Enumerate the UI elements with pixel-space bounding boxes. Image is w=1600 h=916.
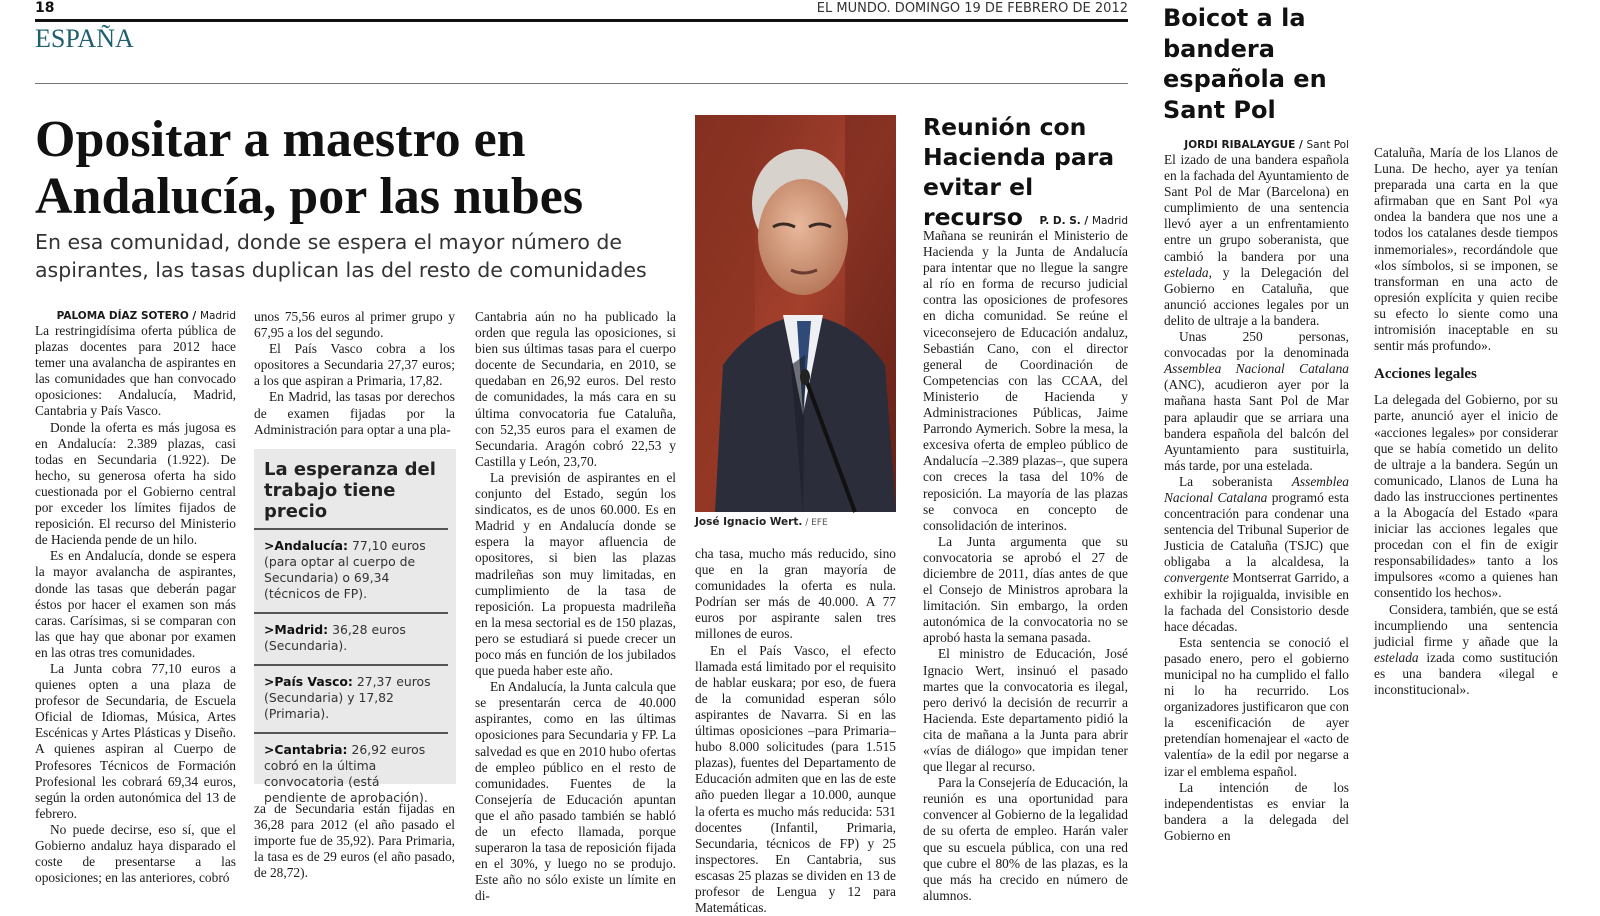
main-column-1 xyxy=(35,309,236,884)
photo-wert xyxy=(695,115,896,512)
paragraph: Unas 250 personas, convocadas por la denominada Assemblea Nacional Catalana (ANC), acudieron ayer por la mañana hasta Sant Pol de Mar para aplaudir que se arriara una bandera española del balcón del Ayuntamiento para sustituirla, más tarde, por una estelada. xyxy=(1164,329,1349,473)
paragraph: La Junta argumenta que su convocatoria se aprobó el 27 de diciembre de 2011, días antes de que el Consejo de Ministros aprobara la limitación. Sin embargo, la orden autonómica de la convocatoria no se aprobó hasta la semana pasada. xyxy=(923,533,1128,646)
section-rule xyxy=(35,83,1128,84)
main-byline: PALOMA DÍAZ SOTERO / Madrid xyxy=(56,310,236,322)
photo-caption: José Ignacio Wert. / EFE xyxy=(695,516,828,528)
paragraph: El izado de una bandera española en la fachada del Ayuntamiento de Sant Pol de Mar (Barcelona) en cumplimiento de una sentencia llevó ayer a un enfrentamiento entre un grupo soberanista, que cambió la bandera por una estelada, y la Delegación del Gobierno en Cataluña, que anunció acciones legales por un delito de ultraje a la bandera. xyxy=(1164,152,1349,328)
paragraph: En Madrid, las tasas por derechos de examen fijadas por la Administración para optar a una pla- xyxy=(254,389,455,437)
paragraph: La Junta cobra 77,10 euros a quienes opten a una plaza de profesor de Secundaria, de Escuela Oficial de Idiomas, Música, Artes Escénicas y Artes Plásticas y Diseño. A quienes aspiran al Cuerpo de Profesores Técnicos de Formación Profesional les cobrará 69,34 euros, según la orden autonómica del 13 de febrero. xyxy=(35,660,236,821)
publication-line: EL MUNDO. DOMINGO 19 DE FEBRERO DE 2012 xyxy=(816,1,1128,16)
paragraph: La restringidísima oferta pública de plazas docentes para 2012 hace temer una avalancha de aspirantes en las comunidades que han convocado oposiciones: Andalucía, Madrid, Cantabria y País Vasco. xyxy=(35,323,236,419)
main-column-4 xyxy=(695,546,896,916)
main-column-3 xyxy=(475,309,676,904)
section-label: ESPAÑA xyxy=(35,24,134,53)
fees-box xyxy=(254,449,456,805)
subheading: Acciones legales xyxy=(1374,366,1477,383)
paragraph: Cataluña, María de los Llanos de Luna. De hecho, ayer ya tenían preparada una carta en la que afirmaban que en Sant Pol «ya ondea la bandera que nos une a todos los catalanes desde tiempos inmemoriales», recordándole que «los símbolos, si se imponen, se transforman en una acto de opresión explícita y quien recibe su efecto lo siente como una intromisión inaceptable en su sentir más profundo». xyxy=(1374,145,1558,354)
main-subheadline: En esa comunidad, donde se espera el mayor número de aspirantes, las tasas duplican las del resto de comunidades xyxy=(35,230,647,282)
right-headline: Boicot a la bandera española en Sant Pol xyxy=(1163,4,1327,124)
side-column xyxy=(923,214,1128,903)
right-byline: JORDI RIBALAYGUE / Sant Pol xyxy=(1184,139,1349,151)
paragraph: No puede decirse, eso sí, que el Gobierno andaluz haya disparado el coste de presentarse a las oposiciones; en las anteriores, cobró xyxy=(35,821,236,886)
paragraph: Considera, también, que se está incumpliendo una sentencia judicial firme y añade que la estelada izada como sustitución es una bandera «ilegal e inconstitucional». xyxy=(1374,601,1558,697)
paragraph: El ministro de Educación, José Ignacio Wert, insinuó el pasado martes que la convocatoria es ilegal, pero derivó la decisión de recurrir a Hacienda. Este departamento pidió la cita de mañana a la Junta para abrir «vías de diálogo» que impidan tener que llegar al recurso. xyxy=(923,646,1128,775)
paragraph: za de Secundaria están fijadas en 36,28 para 2012 (el año pasado el importe fue de 35,92). Para Primaria, la tasa es de 29 euros (el año pasado, de 28,72). xyxy=(254,801,455,881)
main-column-2-bottom xyxy=(254,801,455,884)
paragraph: El País Vasco cobra a los opositores a Secundaria 27,37 euros; a los que aspiran a Primaria, 17,82. xyxy=(254,341,455,389)
paragraph: En el País Vasco, el efecto llamada está limitado por el requisito de hablar euskara; por eso, de fuera de la comunidad esperan sólo aspirantes de Navarra. Si en las últimas oposiciones –para Primaria– hubo 8.000 solicitudes (para 1.515 plazas), fuentes del Departamento de Educación admiten que en las de este año pueden llegar a 10.000, aunque la oferta es mucho más reducida: 531 docentes (Infantil, Primaria, Secundaria, técnicos de FP) y 25 inspectores. En Cantabria, sus escasas 25 plazas se dividen en 13 de profesor de Lengua y 12 para Matemáticas. xyxy=(695,642,896,916)
paragraph: unos 75,56 euros al primer grupo y 67,95 a los del segundo. xyxy=(254,309,455,341)
page-number: 18 xyxy=(35,0,55,16)
paragraph: Donde la oferta es más jugosa es en Andalucía: 2.389 plazas, casi todas en Secundaria (1.922). De hecho, su generosa oferta ha sido cuestionada por el Gobierno central por exceder los límites fijados de reposición. El recurso del Ministerio de Hacienda pende de un hilo. xyxy=(35,419,236,548)
paragraph: Cantabria aún no ha publicado la orden que regula las oposiciones, si bien sus últimas tasas para el cuerpo docente de Secundaria, en 2010, se quedaban en 26,92 euros. Del resto de comunidades, la más cara en su última convocatoria fue Cataluña, con 52,35 euros para el examen de Secundaria. Aragón cobró 22,53 y Castilla y León, 23,70. xyxy=(475,309,676,469)
paragraph: Es en Andalucía, donde se espera la mayor avalancha de aspirantes, donde las tasas que deberán pagar éstos por hacer el examen son más caras. Carísimas, si se comparan con las que hay que abonar por examen en las otras tres comunidades. xyxy=(35,548,236,660)
main-headline: Opositar a maestro en Andalucía, por las nubes xyxy=(35,111,584,225)
box-item-pais-vasco: >País Vasco: 27,37 euros (Secundaria) y 17,82 (Primaria). xyxy=(254,664,448,732)
paragraph: En Andalucía, la Junta calcula que se presentarán cerca de 40.000 aspirantes, como en las últimas oposiciones para Secundaria y FP. La salvedad es que en 2010 hubo ofertas de empleo público en el resto de comunidades. Fuentes de la Consejería de Educación apuntan que el año pasado también se habló de un efecto llamada, porque superaron la tasa de reposición fijada en el 30%, y luego no se produjo. Este año no sólo existe un límite en di- xyxy=(475,679,676,904)
paragraph: La delegada del Gobierno, por su parte, anunció ayer el inicio de «acciones legales» por considerar que se había cometido un delito de ultraje a la bandera. Según un comunicado, Llanos de Luna ha dado las instrucciones pertinentes a la Abogacía del Estado «para iniciar las acciones legales que procedan con el fin de exigir responsabilidades» tanto a los impulsores «como a quienes han consentido los hechos». xyxy=(1374,392,1558,601)
paragraph: La soberanista Assemblea Nacional Catalana programó esta concentración para condenar una sentencia del Tribunal Superior de Justicia de Cataluña (TSJC) que obligaba a la alcaldesa, la convergente Montserrat Garrido, a exhibir la rojigualda, invisible en la fachada del Consistorio desde hace décadas. xyxy=(1164,473,1349,634)
box-title: La esperanza del trabajo tiene precio xyxy=(264,459,436,522)
paragraph: Esta sentencia se conoció el pasado enero, pero el gobierno municipal no ha cumplido el fallo ni lo ha recurrido. Los organizadores justificaron que con la escenificación de ayer pretendían homenajear el «acto de valentía» de la edil por negarse a izar el emblema español. xyxy=(1164,634,1349,779)
paragraph: Para la Consejería de Educación, la reunión es una oportunidad para convencer al Gobierno de la legalidad de su oferta de empleo. Harán valer que su escuela pública, con una red que cubre el 80% de las plazas, es la que más ha crecido en número de alumnos. xyxy=(923,775,1128,903)
paragraph: La previsión de aspirantes en el conjunto del Estado, según los sindicatos, es de unos 60.000. Es en Madrid y en Andalucía donde se espera la mayor afluencia de opositores, si bien las plazas madrileñas son muy limitadas, en cumplimiento de la tasa de reposición. La propuesta madrileña en la mesa sectorial es de 150 plazas, pero se estudiará si puede crecer un poco más en función de los jubilados que pueda haber este año. xyxy=(475,469,676,679)
box-item-cantabria: >Cantabria: 26,92 euros cobró en la última convocatoria (está pendiente de aprobación). xyxy=(254,732,448,816)
paragraph: La intención de los independentistas es enviar la bandera a la delegada del Gobierno en xyxy=(1164,779,1349,843)
right-column-2 xyxy=(1374,145,1558,884)
box-item-madrid: >Madrid: 36,28 euros (Secundaria). xyxy=(254,612,448,664)
paragraph: cha tasa, mucho más reducido, sino que en la gran mayoría de comunidades la oferta es nula. Podrían ser más de 40.000. A 77 euros por aspirante salen tres millones de euros. xyxy=(695,546,896,642)
right-column-1 xyxy=(1164,138,1349,884)
paragraph: Mañana se reunirán el Ministerio de Hacienda y la Junta de Andalucía para intentar que no llegue la sangre al río en forma de recurso judicial contra las oposiciones de profesores en dicha comunidad. Se reúne el viceconsejero de Educación andaluz, Sebastián Cano, con el director general de Coordinación de Competencias con las CCAA, del Ministerio de Hacienda y Administraciones Públicas, Jaime Parrondo Aymerich. Sobre la mesa, la excesiva oferta de empleo público de Andalucía –2.389 plazas–, que supera con creces la tasa del 10% de reposición. La mayoría de las plazas se convoca en concepto de consolidación de interinos. xyxy=(923,228,1128,533)
box-item-andalucia: >Andalucía: 77,10 euros (para optar al cuerpo de Secundaria) o 69,34 (técnicos de FP). xyxy=(254,528,448,612)
side-byline: P. D. S. / Madrid xyxy=(1039,215,1128,227)
side-headline: Reunión con Hacienda para evitar el recurso xyxy=(923,113,1115,231)
header-rule xyxy=(35,19,1128,22)
main-column-2-top xyxy=(254,309,455,441)
